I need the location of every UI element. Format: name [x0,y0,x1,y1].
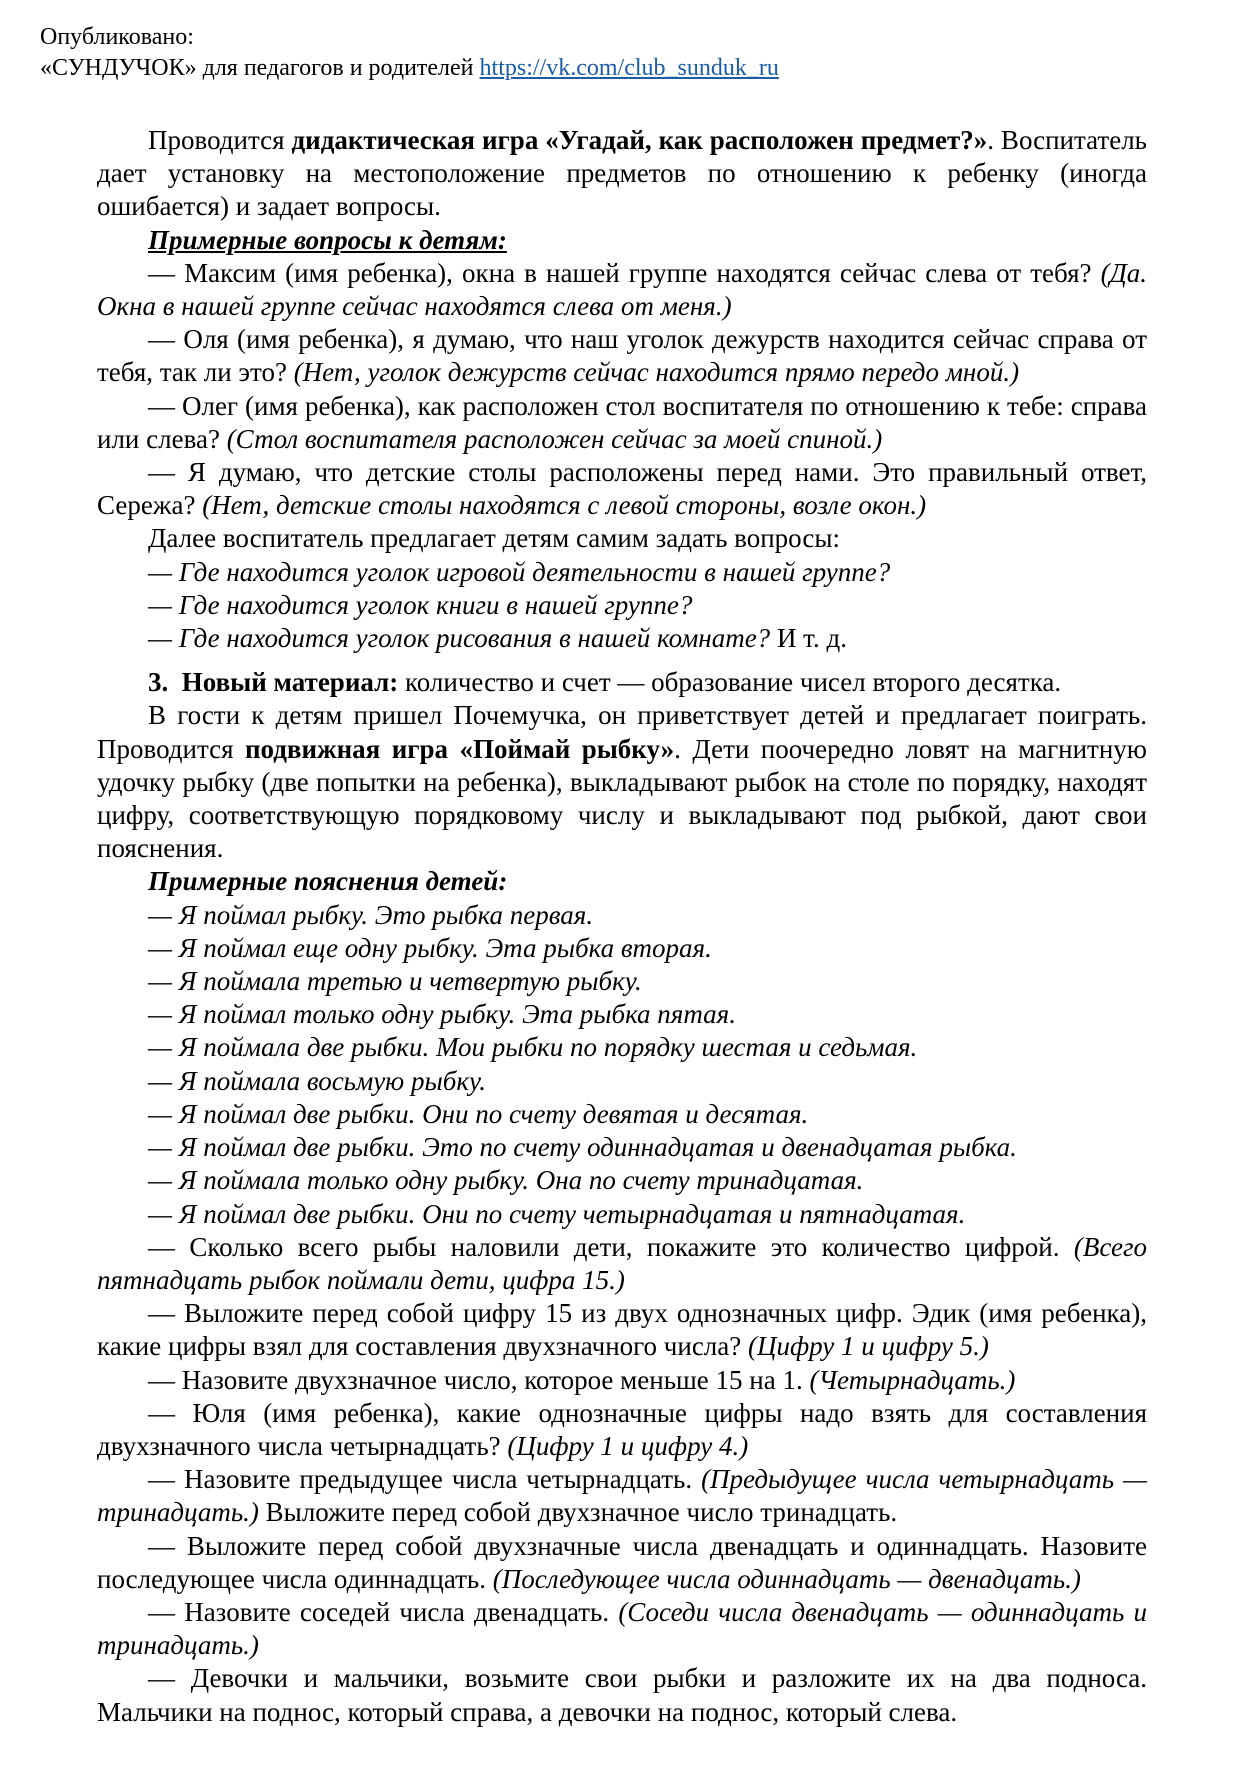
vk-club-link[interactable]: https://vk.com/club_sunduk_ru [479,55,779,81]
published-label [40,22,1180,53]
text-run: — Олег (имя ребенка), как расположен стол воспитателя по отношению к тебе: справа или слева? [97,390,1147,454]
text-run: (Нет, уголок дежурств сейчас находится прямо передо мной.) [293,357,1020,388]
question-item [97,1397,1147,1463]
explanation-item [97,1098,1147,1131]
text-run: (Цифру 1 и цифру 5.) [748,1331,989,1362]
explanation-item [97,1198,1147,1231]
question-item [97,1530,1147,1596]
text-run: — Я думаю, что детские столы расположены перед нами. Это правильный ответ, Сережа? [97,457,1147,521]
text-run: подвижная игра «Поймай рыбку» [244,733,675,764]
text-run: — Назовите соседей числа двенадцать. [148,1596,619,1627]
text-run: — Я поймал две рыбки. Они по счету девятая и десятая. [148,1098,809,1129]
question-item [97,390,1147,456]
text-run: (Стол воспитателя расположен сейчас за моей спиной.) [226,423,883,454]
source-line [40,53,1180,84]
explanation-item [97,1164,1147,1197]
text-run: — Я поймал две рыбки. Они по счету четырнадцатая и пятнадцатая. [148,1198,966,1229]
question-item [97,257,1147,323]
question-item [97,323,1147,389]
text-run: — Я поймала третью и четвертую рыбку. [148,966,642,997]
questions-heading [97,224,1147,257]
text-run: — Я поймал две рыбки. Это по счету одиннадцатая и двенадцатая рыбка. [148,1132,1017,1163]
text-run: В гости к детям пришел Почемучка, он приветствует детей и предлагает поиграть. Проводится [97,700,1147,764]
text-run: (Соседи числа двенадцать — одиннадцать и тринадцать.) [97,1596,1147,1661]
text-run: (Предыдущее числа четырнадцать — тринадцать.) [97,1464,1147,1528]
text-run: 3. Новый материал: [148,667,399,698]
child-question-item [97,622,1147,655]
text-run: — Юля (имя ребенка), какие однозначные цифры надо взять для составления двухзначного числа четырнадцать? [97,1397,1147,1461]
text-run: — Я поймал рыбку. Это рыбка первая. [148,899,594,930]
document-body [97,124,1147,1729]
published-text: Опубликовано: [40,24,194,50]
text-run: — Оля (имя ребенка), я думаю, что наш уголок дежурств находится сейчас справа от тебя, так ли это? [97,324,1147,388]
text-run: количество и счет — образование чисел второго десятка. [398,667,1062,698]
text-run: Далее воспитатель предлагает детям самим задать вопросы: [148,523,840,554]
text-run: — Назовите предыдущее числа четырнадцать. [148,1464,702,1495]
text-run: (Четырнадцать.) [809,1364,1016,1395]
explanation-item [97,1065,1147,1098]
child-question-item [97,556,1147,589]
text-run: . Воспитатель дает установку на местоположение предметов по отношению к ребенку (иногда ошибается) и задает вопросы. [97,125,1147,222]
text-run: (Всего пятнадцать рыбок поймали дети, цифра 15.) [97,1231,1147,1295]
text-run: (Нет, детские столы находятся с левой стороны, возле окон.) [202,490,927,521]
explanations-heading [97,865,1147,898]
paragraph [97,699,1147,865]
child-question-item [97,589,1147,622]
question-item [97,1596,1147,1662]
text-run: Проводится [148,125,292,155]
text-run: (Да. Окна в нашей группе сейчас находятся слева от меня.) [97,257,1147,322]
text-run: — Где находится уголок книги в нашей группе? [148,589,693,620]
scanned-document-page [0,22,1240,1776]
text-run: — Я поймал только одну рыбку. Эта рыбка пятая. [148,999,736,1030]
source-text: «СУНДУЧОК» для педагогов и родителей [40,55,480,81]
text-run: — Я поймала восьмую рыбку. [148,1065,487,1096]
text-run: Примерные пояснения детей: [148,866,508,897]
text-run: дидактическая игра «Угадай, как расположен предмет?» [291,125,988,155]
explanation-item [97,932,1147,965]
explanation-item [97,899,1147,932]
intro-paragraph [97,124,1147,224]
text-run: — Я поймала только одну рыбку. Она по счету тринадцатая. [148,1165,864,1196]
text-run: — Назовите двухзначное число, которое меньше 15 на 1. [148,1364,810,1395]
section-heading [97,666,1147,699]
question-item [97,1231,1147,1297]
text-run: . Дети поочередно ловят на магнитную удочку рыбку (две попытки на ребенка), выкладывают рыбок на столе по порядку, находят цифру, соответствующую порядковому числу и выкладывают под рыбкой, дают свои пояснения. [97,733,1147,864]
question-item [97,1297,1147,1363]
explanation-item [97,1131,1147,1164]
text-run: (Последующее числа одиннадцать — двенадцать.) [492,1563,1081,1594]
explanation-item [97,998,1147,1031]
text-run: — Я поймал еще одну рыбку. Эта рыбка вторая. [148,932,712,963]
text-run: — Сколько всего рыбы наловили дети, покажите это количество цифрой. [148,1231,1074,1262]
text-run: — Я поймала две рыбки. Мои рыбки по порядку шестая и седьмая. [148,1032,918,1063]
question-item [97,1463,1147,1529]
text-run: И т. д. [770,623,847,654]
text-run: — Максим (имя ребенка), окна в нашей группе находятся сейчас слева от тебя? [148,257,1101,288]
question-item [97,1364,1147,1397]
paragraph [97,1662,1147,1728]
paragraph [97,522,1147,555]
text-run: Примерные вопросы к детям: [148,224,507,255]
text-run: Выложите перед собой двухзначное число тринадцать. [258,1497,898,1528]
text-run: — Где находится уголок игровой деятельности в нашей группе? [148,556,891,587]
explanation-item [97,965,1147,998]
document-header [40,22,1180,84]
text-run: — Девочки и мальчики, возьмите свои рыбки и разложите их на два подноса. Мальчики на поднос, который справа, а девочки на поднос, который слева. [97,1663,1147,1727]
text-run: — Где находится уголок рисования в нашей комнате? [148,623,771,654]
text-run: — Выложите перед собой двухзначные числа двенадцать и одиннадцать. Назовите последующее числа одиннадцать. [97,1530,1147,1594]
text-run: (Цифру 1 и цифру 4.) [507,1430,749,1461]
question-item [97,456,1147,522]
explanation-item [97,1031,1147,1064]
text-run: — Выложите перед собой цифру 15 из двух однозначных цифр. Эдик (имя ребенка), какие цифры взял для составления двухзначного числа? [97,1298,1147,1362]
